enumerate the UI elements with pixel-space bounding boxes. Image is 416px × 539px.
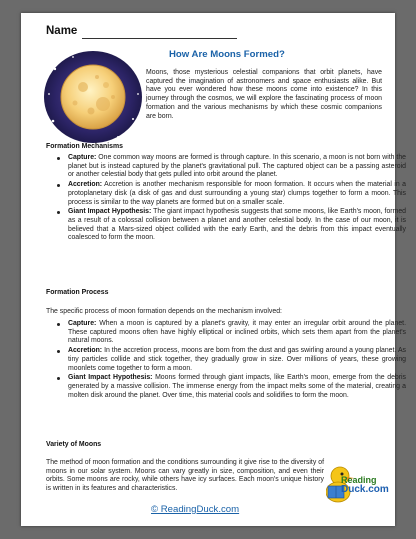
mechanisms-list <box>46 154 406 244</box>
worksheet-page <box>21 13 406 526</box>
list-item: Capture: When a moon is captured by a planet's gravity, it may enter an irregular orbit around the planet. These captured moons often have highly elliptical or inclined orbits, which sets them apart from the planet's natural moons. <box>68 320 406 345</box>
logo-word-reading: Reading <box>341 475 377 485</box>
moon-illustration <box>43 49 144 146</box>
list-item: Accretion: In the accretion process, moons are born from the dust and gas swirling around a young planet. As tiny particles collide and stick together, they gradually grow in size. Over millions of years, these growing moonlets come together to form a moon. <box>68 347 406 372</box>
list-item: Accretion: Accretion is another mechanism responsible for moon formation. It occurs when the material in a protoplanetary disk (a disk of gas and dust surrounding a young star) clumps together to form a moon. This process is similar to the way planets are formed but on a smaller scale. <box>68 181 406 206</box>
intro-paragraph: Moons, those mysterious celestial companions that orbit planets, have captured the imagination of astronomers and space enthusiasts alike. But have you ever wondered how these moons come into existence? In this journey through the cosmos, we will explore the fascinating process of moon formation and the various mechanisms by which these cosmic companions are born. <box>146 69 382 120</box>
list-item: Giant Impact Hypothesis: The giant impact hypothesis suggests that some moons, like Earth's moon, formed as a result of a colossal collision between a planet and another celestial body. In the case of our moon, it is believed that a Mars-sized object collided with the early Earth, and the debris from this impact eventually coalesced to form the moon. <box>68 208 406 242</box>
worksheet-title: How Are Moons Formed? <box>169 49 285 60</box>
section-heading-variety: Variety of Moons <box>46 441 102 448</box>
section-heading-process: Formation Process <box>46 289 109 296</box>
name-write-line <box>82 38 237 39</box>
logo-word-duck: Duck.com <box>341 484 389 495</box>
logo-text <box>341 476 389 494</box>
list-item: Giant Impact Hypothesis: Moons formed through giant impacts, like Earth's moon, emerge from the debris generated by a massive collision. The immense energy from the impact melts some of the material, creating a molten disk around the planet. Over time, this material cools and solidifies to form the moon. <box>68 374 406 399</box>
section-heading-mechanisms: Formation Mechanisms <box>46 143 123 150</box>
footer-copyright-link[interactable]: © ReadingDuck.com <box>151 504 240 515</box>
list-item: Capture: One common way moons are formed is through capture. In this scenario, a moon is not born with the planet but is instead captured by the planet's gravitational pull. The captured object can be a passing asteroid or another celestial body that gets pulled into orbit around the planet. <box>68 154 406 179</box>
name-label: Name <box>46 25 78 37</box>
process-list <box>46 320 406 401</box>
variety-paragraph: The method of moon formation and the conditions surrounding it give rise to the diversity of moons in our solar system. Moons can vary greatly in size, composition, and even their orbits. Some moons are rocky, while others have icy surfaces. Each moon's unique history is written in its features and characteristics. <box>46 459 324 493</box>
process-intro: The specific process of moon formation depends on the mechanism involved: <box>46 308 282 315</box>
